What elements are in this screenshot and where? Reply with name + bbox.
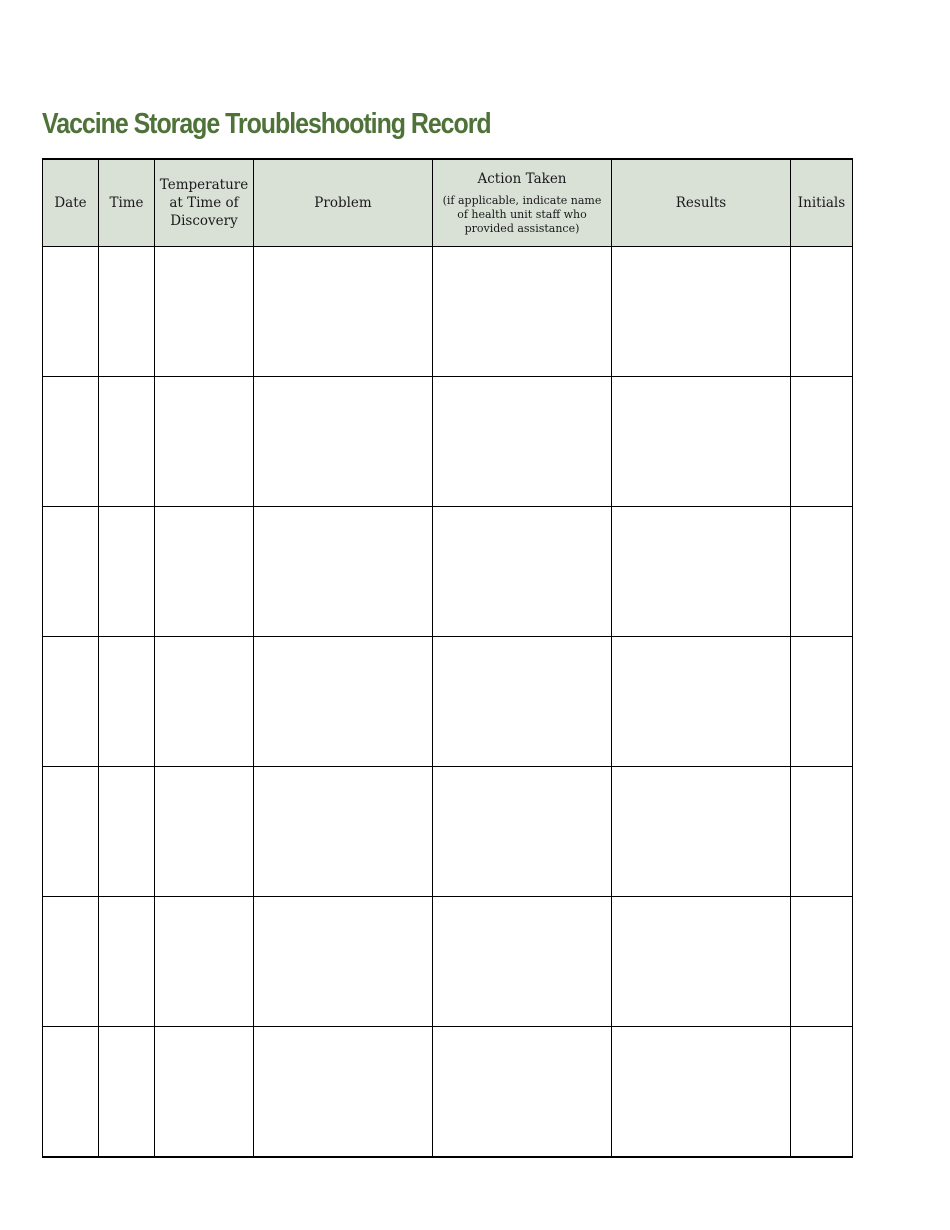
table-row	[43, 637, 853, 767]
entry-cell-initials[interactable]	[791, 247, 853, 377]
entry-cell-action-taken[interactable]	[433, 377, 612, 507]
entry-cell-action-taken[interactable]	[433, 637, 612, 767]
entry-cell-temperature[interactable]	[155, 637, 254, 767]
entry-cell-action-taken[interactable]	[433, 767, 612, 897]
entry-cell-action-taken[interactable]	[433, 507, 612, 637]
entry-cell-time[interactable]	[99, 637, 155, 767]
entry-cell-initials[interactable]	[791, 377, 853, 507]
entry-cell-date[interactable]	[43, 247, 99, 377]
column-header-temperature	[155, 159, 254, 247]
entry-cell-date[interactable]	[43, 507, 99, 637]
entry-cell-time[interactable]	[99, 897, 155, 1027]
entry-cell-initials[interactable]	[791, 637, 853, 767]
entry-cell-temperature[interactable]	[155, 377, 254, 507]
table-row	[43, 507, 853, 637]
column-header-problem: Problem	[254, 159, 433, 247]
entry-cell-time[interactable]	[99, 1027, 155, 1158]
entry-cell-results[interactable]	[612, 377, 791, 507]
header-row	[43, 159, 853, 247]
table-row	[43, 897, 853, 1027]
entry-cell-results[interactable]	[612, 897, 791, 1027]
entry-cell-action-taken[interactable]	[433, 247, 612, 377]
entry-cell-results[interactable]	[612, 507, 791, 637]
entry-cell-date[interactable]	[43, 637, 99, 767]
entry-cell-problem[interactable]	[254, 377, 433, 507]
column-header-date: Date	[43, 159, 99, 247]
entry-cell-temperature[interactable]	[155, 1027, 254, 1158]
entry-cell-date[interactable]	[43, 767, 99, 897]
entry-cell-initials[interactable]	[791, 507, 853, 637]
table-row	[43, 377, 853, 507]
entry-cell-results[interactable]	[612, 637, 791, 767]
column-header-time: Time	[99, 159, 155, 247]
entry-cell-problem[interactable]	[254, 1027, 433, 1158]
column-header-action-taken-label: Action Taken	[477, 171, 567, 187]
entry-cell-temperature[interactable]	[155, 897, 254, 1027]
entry-cell-time[interactable]	[99, 507, 155, 637]
record-body	[43, 247, 853, 1158]
entry-cell-results[interactable]	[612, 1027, 791, 1158]
entry-cell-action-taken[interactable]	[433, 1027, 612, 1158]
entry-cell-results[interactable]	[612, 247, 791, 377]
table-row	[43, 247, 853, 377]
troubleshooting-record-table	[42, 158, 853, 1158]
entry-cell-problem[interactable]	[254, 637, 433, 767]
entry-cell-date[interactable]	[43, 377, 99, 507]
table-row	[43, 1027, 853, 1158]
entry-cell-problem[interactable]	[254, 767, 433, 897]
entry-cell-time[interactable]	[99, 767, 155, 897]
entry-cell-temperature[interactable]	[155, 767, 254, 897]
column-header-results: Results	[612, 159, 791, 247]
table-row	[43, 767, 853, 897]
entry-cell-date[interactable]	[43, 897, 99, 1027]
entry-cell-problem[interactable]	[254, 247, 433, 377]
entry-cell-problem[interactable]	[254, 507, 433, 637]
entry-cell-temperature[interactable]	[155, 247, 254, 377]
entry-cell-action-taken[interactable]	[433, 897, 612, 1027]
entry-cell-results[interactable]	[612, 767, 791, 897]
column-header-action-taken-note: (if applicable, indicate name of health unit staff who provided assistance)	[442, 194, 602, 235]
entry-cell-initials[interactable]	[791, 767, 853, 897]
entry-cell-time[interactable]	[99, 247, 155, 377]
page-title: Vaccine Storage Troubleshooting Record	[42, 108, 491, 140]
entry-cell-problem[interactable]	[254, 897, 433, 1027]
entry-cell-initials[interactable]	[791, 1027, 853, 1158]
entry-cell-date[interactable]	[43, 1027, 99, 1158]
column-header-initials: Initials	[791, 159, 853, 247]
column-header-action-taken	[433, 159, 612, 247]
entry-cell-initials[interactable]	[791, 897, 853, 1027]
entry-cell-time[interactable]	[99, 377, 155, 507]
entry-cell-temperature[interactable]	[155, 507, 254, 637]
column-header-temperature-label: Temperature at Time of Discovery	[159, 177, 249, 229]
